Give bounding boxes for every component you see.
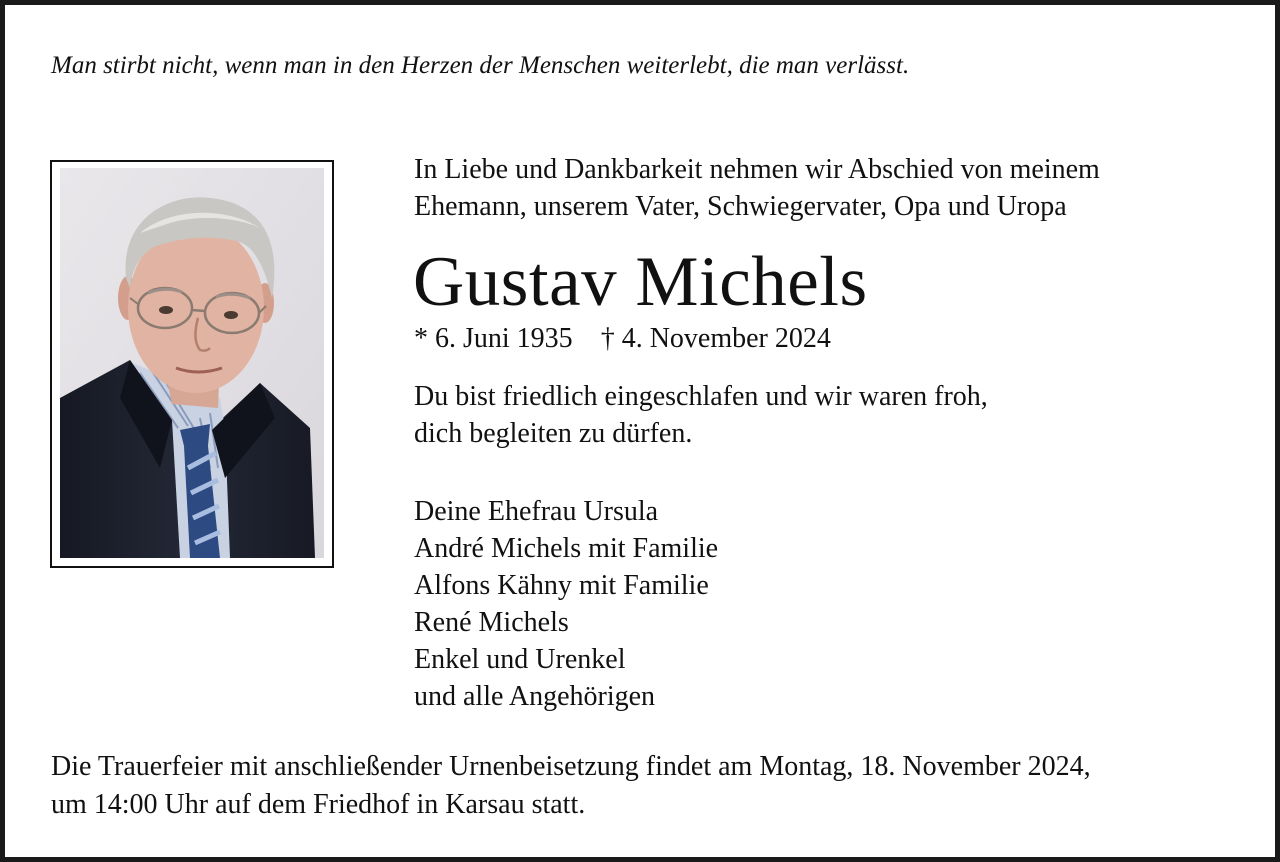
intro-line-2: Ehemann, unserem Vater, Schwiegervater, Opa und Uropa [414,191,1067,222]
death-date: † 4. November 2024 [600,323,831,354]
portrait-photo-frame [50,160,334,568]
funeral-line-1: Die Trauerfeier mit anschließender Urnenbeisetzung findet am Montag, 18. November 2024, [51,751,1091,782]
farewell-line-1: Du bist friedlich eingeschlafen und wir waren froh, [414,381,988,412]
mourner-item: René Michels [414,607,569,638]
motto-quote: Man stirbt nicht, wenn man in den Herzen der Menschen weiterlebt, die man verlässt. [51,52,910,79]
mourner-item: Alfons Kähny mit Familie [414,570,709,601]
deceased-name: Gustav Michels [413,243,868,321]
mourner-item: Deine Ehefrau Ursula [414,496,659,527]
funeral-line-2: um 14:00 Uhr auf dem Friedhof in Karsau statt. [51,789,586,820]
mourner-item: und alle Angehörigen [414,681,656,712]
farewell-text [414,378,988,452]
birth-date: * 6. Juni 1935 [414,323,573,354]
intro-line-1: In Liebe und Dankbarkeit nehmen wir Abschied von meinem [414,154,1100,185]
portrait-photo [60,168,324,558]
intro-text [414,151,1100,225]
mourner-item: Enkel und Urenkel [414,644,626,675]
funeral-notice [51,748,1091,824]
mourners-list [414,493,718,715]
mourner-item: André Michels mit Familie [414,533,719,564]
life-dates [414,320,831,357]
farewell-line-2: dich begleiten zu dürfen. [414,418,693,449]
